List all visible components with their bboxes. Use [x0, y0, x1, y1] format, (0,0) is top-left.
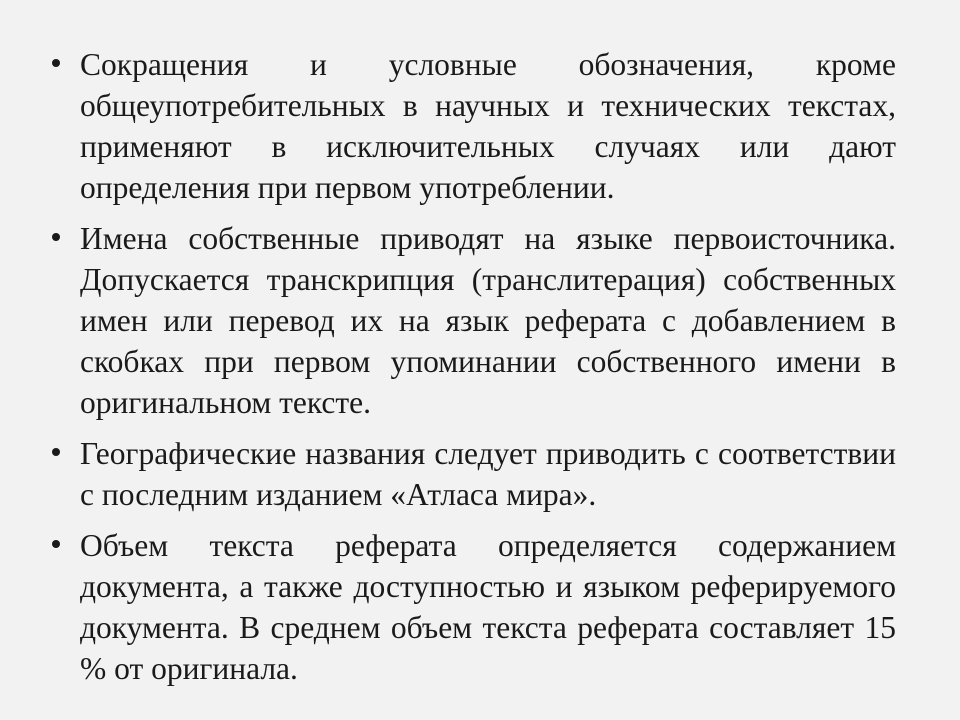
bullet-item-geographic-names [52, 433, 896, 515]
bullet-dot-icon [52, 233, 60, 241]
bullet-dot-icon [52, 540, 60, 548]
bullet-item-abbreviations [52, 44, 896, 208]
bullet-text: Сокращения и условные обозначения, кроме общеупотребительных в научных и технических текстах, применяют в исключительных случаях или дают определения при первом употреблении. [80, 47, 896, 205]
bullet-item-proper-names [52, 218, 896, 423]
bullet-text: Объем текста реферата определяется содержанием документа, а также доступностью и языком реферируемого документа. В среднем объем текста реферата составляет 15 % от оригинала. [80, 528, 896, 686]
bullet-list [52, 44, 896, 689]
bullet-text: Имена собственные приводят на языке первоисточника. Допускается транскрипция (транслитерация) собственных имен или перевод их на язык реферата с добавлением в скобках при первом упоминании собственного имени в оригинальном тексте. [80, 221, 896, 420]
bullet-dot-icon [52, 448, 60, 456]
bullet-text: Географические названия следует приводить с соответствии с последним изданием «Атласа мира». [80, 436, 896, 512]
bullet-item-text-volume [52, 525, 896, 689]
bullet-dot-icon [52, 59, 60, 67]
